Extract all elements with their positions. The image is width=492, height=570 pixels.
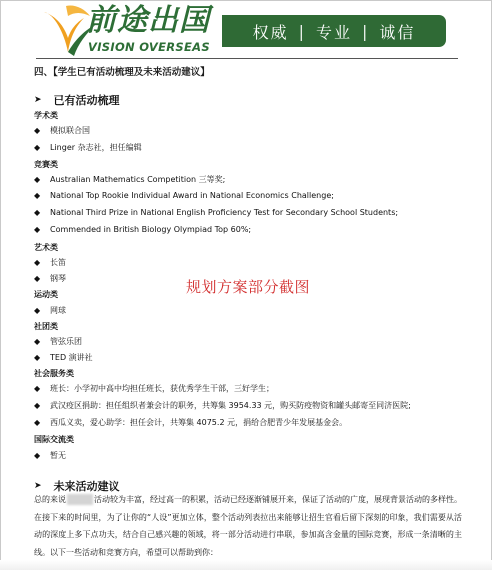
list-item: ◆ Commended in British Biology Olympiad Top 60%; (34, 225, 252, 234)
diamond-bullet-icon: ◆ (34, 384, 41, 393)
diamond-bullet-icon: ◆ (34, 126, 41, 135)
slogan-divider: | (298, 21, 306, 41)
diamond-bullet-icon: ◆ (34, 191, 41, 200)
screenshot-caption-watermark: 规划方案部分截图 (186, 278, 311, 296)
diamond-bullet-icon: ◆ (34, 401, 41, 410)
list-item: ◆ 管弦乐团 (34, 337, 82, 346)
list-item: ◆ National Third Prize in National English Proficiency Test for Secondary School Students; (34, 208, 399, 217)
diamond-bullet-icon: ◆ (34, 258, 41, 267)
diamond-bullet-icon: ◆ (34, 418, 41, 427)
list-item: ◆ 模拟联合国 (34, 126, 90, 135)
page-header (0, 0, 492, 60)
list-item: ◆ 钢琴 (34, 274, 66, 283)
slogan-bar (222, 15, 446, 47)
diamond-bullet-icon: ◆ (34, 451, 41, 460)
arrow-bullet-icon: ➤ (34, 481, 42, 491)
category-sports: 运动类 (34, 290, 58, 299)
existing-activities-title: 已有活动梳理 (53, 94, 120, 107)
logo-chinese-text: 前途出国 (86, 3, 210, 38)
redacted-name (67, 494, 93, 505)
future-activities-title: 未来活动建议 (53, 480, 120, 493)
list-item: ◆ TED 演讲社 (34, 353, 93, 362)
list-item: ◆ Linger 杂志社，担任编辑 (34, 143, 142, 152)
list-item: ◆ 班长：小学初中高中均担任班长，获优秀学生干部，三好学生； (34, 384, 274, 393)
category-social-service: 社会服务类 (34, 369, 74, 378)
category-competition: 竞赛类 (34, 160, 58, 169)
category-international-exchange: 国际交流类 (34, 435, 74, 444)
list-item: ◆ Australian Mathematics Competition 三等奖; (34, 175, 226, 184)
slogan-divider: | (362, 21, 370, 41)
diamond-bullet-icon: ◆ (34, 337, 41, 346)
diamond-bullet-icon: ◆ (34, 208, 41, 217)
category-academic: 学术类 (34, 111, 58, 120)
list-item: ◆ 西瓜义卖，爱心助学：担任会计，共筹集 4075.2 元，捐给合肥青少年发展基金会。 (34, 418, 348, 427)
diamond-bullet-icon: ◆ (34, 306, 41, 315)
slogan-professional: 专业 (315, 22, 352, 42)
diamond-bullet-icon: ◆ (34, 143, 41, 152)
page-bottom-edge (0, 560, 492, 570)
future-activities-paragraph: 总的来说 活动较为丰富，经过高一的积累，活动已经逐渐铺展开来，保证了活动的广度，展现背景活动的多样性。在接下来的时间里，为了让你的“人设”更加立体，整个活动列表拉出来能够让招生官看后留下深刻的印象，我们需要从活动的深度上多下点功夫，结合自己感兴趣的领域，将一部分活动进行串联，参加高含金量的国际竞赛，形成一条清晰的主线。以下一些活动和竞赛方向，希望可以帮助到你： (34, 495, 462, 557)
list-item: ◆ 武汉疫区捐助：担任组织者兼会计的职务，共筹集 3954.33 元，购买防疫物资和罐头邮寄至同济医院; (34, 401, 411, 410)
slogan-integrity: 诚信 (379, 22, 416, 42)
arrow-bullet-icon: ➤ (34, 95, 42, 105)
diamond-bullet-icon: ◆ (34, 353, 41, 362)
list-item: ◆ 暂无 (34, 451, 66, 460)
vision-overseas-logo (40, 2, 220, 58)
header-rule (36, 58, 458, 59)
existing-activities-heading (34, 92, 120, 108)
category-arts: 艺术类 (34, 243, 58, 252)
list-item: ◆ 长笛 (34, 258, 66, 267)
list-item: ◆ National Top Rookie Individual Award in National Economics Challenge; (34, 191, 334, 200)
section-title: 四、【学生已有活动梳理及未来活动建议】 (34, 67, 210, 78)
logo-english-text: VISION OVERSEAS (88, 40, 210, 54)
category-clubs: 社团类 (34, 322, 58, 331)
list-item: ◆ 网球 (34, 306, 66, 315)
slogan-authority: 权威 (252, 22, 289, 42)
diamond-bullet-icon: ◆ (34, 225, 41, 234)
diamond-bullet-icon: ◆ (34, 274, 41, 283)
diamond-bullet-icon: ◆ (34, 175, 41, 184)
